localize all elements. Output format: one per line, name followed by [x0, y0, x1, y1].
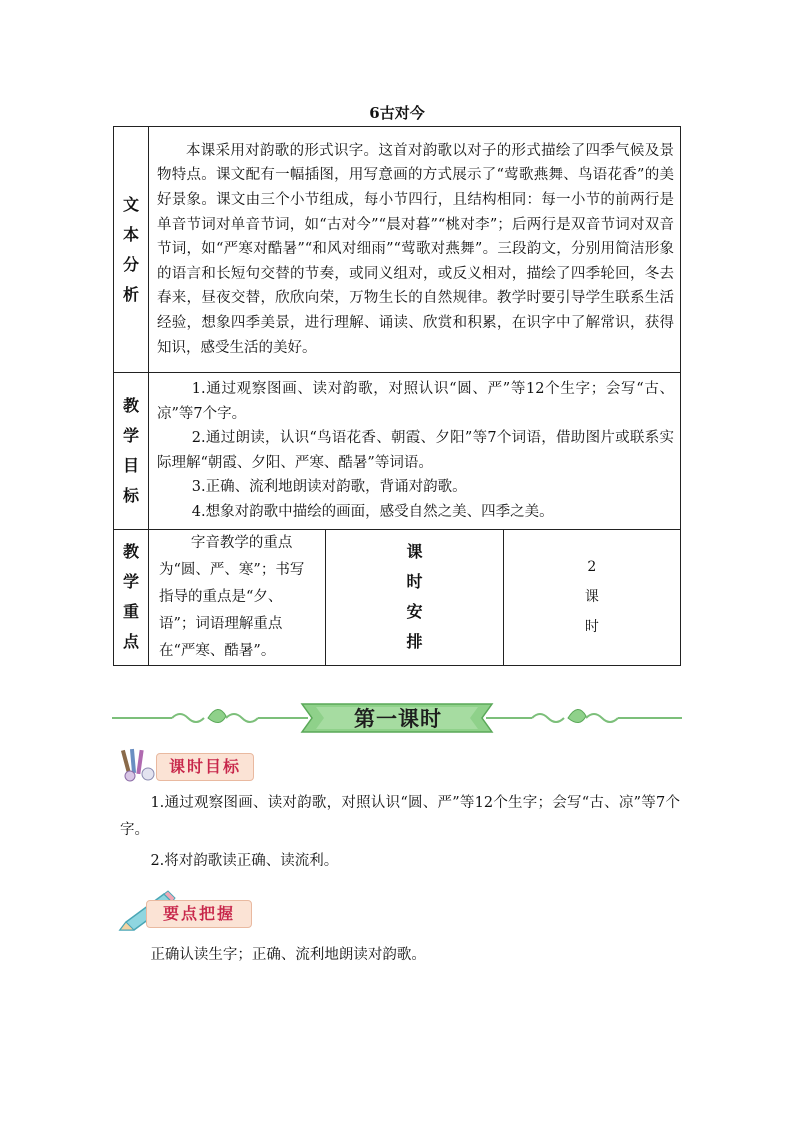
- lesson-goals-tag-label: 课时目标: [168, 757, 241, 776]
- label-char: 本: [122, 224, 139, 244]
- lesson-goals-tag: [118, 748, 258, 782]
- label-char: 标: [122, 485, 139, 505]
- lesson-goals-list: [120, 790, 680, 875]
- page-title: 6古对今: [369, 104, 425, 122]
- key-points-content: [149, 529, 326, 665]
- lesson-goals-tag-box: [156, 753, 254, 781]
- lesson-goal-item: 1.通过观察图画、读对韵歌，对照认识“圆、严”等12个生字；会写“古、凉”等7个字。: [120, 795, 680, 838]
- label-char: 安: [406, 602, 423, 622]
- key-focus-paragraph: 正确认读生字；正确、流利地朗读对韵歌。: [150, 947, 426, 963]
- schedule-label: [326, 529, 503, 665]
- banner-title: 第一课时: [354, 707, 442, 731]
- key-focus-tag-box: [146, 900, 252, 928]
- banner-ribbon: [314, 702, 482, 736]
- objective-item: 4.想象对韵歌中描绘的画面，感受自然之美、四季之美。: [191, 503, 554, 520]
- text-analysis-content: [149, 127, 681, 373]
- text-analysis-row: [114, 127, 681, 373]
- schedule-hours: [503, 529, 680, 665]
- text-analysis-label: [114, 127, 149, 373]
- objective-item: 3.正确、流利地朗读对韵歌，背诵对韵歌。: [191, 479, 467, 496]
- lesson-goal-item: 2.将对韵歌读正确、读流利。: [150, 853, 339, 869]
- label-char: 点: [122, 632, 139, 652]
- label-char: 时: [406, 572, 423, 592]
- text-analysis-paragraph: 本课采用对韵歌的形式识字。这首对韵歌以对子的形式描绘了四季气候及景物特点。课文配有一幅插图，用写意画的方式展示了“莺歌燕舞、鸟语花香”的美好景象。课文由三个小节组成，每小节四行，且结构相同：每一小节的前两行是单音节词对单音节词，如“古对今”“晨对暮”“桃对李”；后两行是双音节词对双音节词，如“严寒对酷暑”“和风对细雨”“莺歌对燕舞”。三段韵文，分别用简洁形象的语言和长短句交替的节奏，或同义组对，或反义相对，描绘了四季轮回，冬去春来，昼夜交替，欣欣向荣，万物生长的自然规律。教学时要引导学生联系生活经验，想象四季美景，进行理解、诵读、欣赏和积累，在识字中了解常识，获得知识，感受生活的美好。: [157, 142, 674, 356]
- label-char: 教: [122, 395, 139, 415]
- objective-item: 1.通过观察图画、读对韵歌，对照认识“圆、严”等12个生字；会写“古、凉”等7个字。: [157, 381, 674, 422]
- objective-item: 2.通过朗读，认识“鸟语花香、朝霞、夕阳”等7个词语，借助图片或联系实际理解“朝霞、夕阳、严寒、酷暑”等词语。: [157, 430, 674, 471]
- lesson-banner: [112, 698, 682, 738]
- objectives-row: [114, 373, 681, 530]
- label-char: 析: [122, 284, 139, 304]
- key-focus-tag: [116, 890, 256, 934]
- key-points-paragraph: 字音教学的重点为“圆、严、寒”；书写指导的重点是“夕、语”；词语理解重点在“严寒、酷暑”。: [159, 534, 305, 659]
- label-char: 文: [122, 194, 139, 214]
- objectives-label: [114, 373, 149, 530]
- objectives-content: [149, 373, 681, 530]
- key-focus-tag-label: 要点把握: [162, 904, 235, 923]
- key-focus-text: [120, 942, 680, 969]
- label-char: 课: [406, 542, 423, 562]
- label-char: 学: [122, 572, 139, 592]
- hours-char: 时: [584, 619, 599, 636]
- key-points-label: [114, 529, 149, 665]
- lesson-plan-table: [113, 126, 681, 666]
- label-char: 教: [122, 542, 139, 562]
- label-char: 重: [122, 602, 139, 622]
- label-char: 分: [122, 254, 139, 274]
- label-char: 排: [406, 632, 423, 652]
- label-char: 学: [122, 425, 139, 445]
- key-points-row: [114, 529, 681, 665]
- hours-char: 课: [584, 589, 599, 606]
- hours-value: 2: [587, 559, 597, 576]
- label-char: 目: [122, 455, 139, 475]
